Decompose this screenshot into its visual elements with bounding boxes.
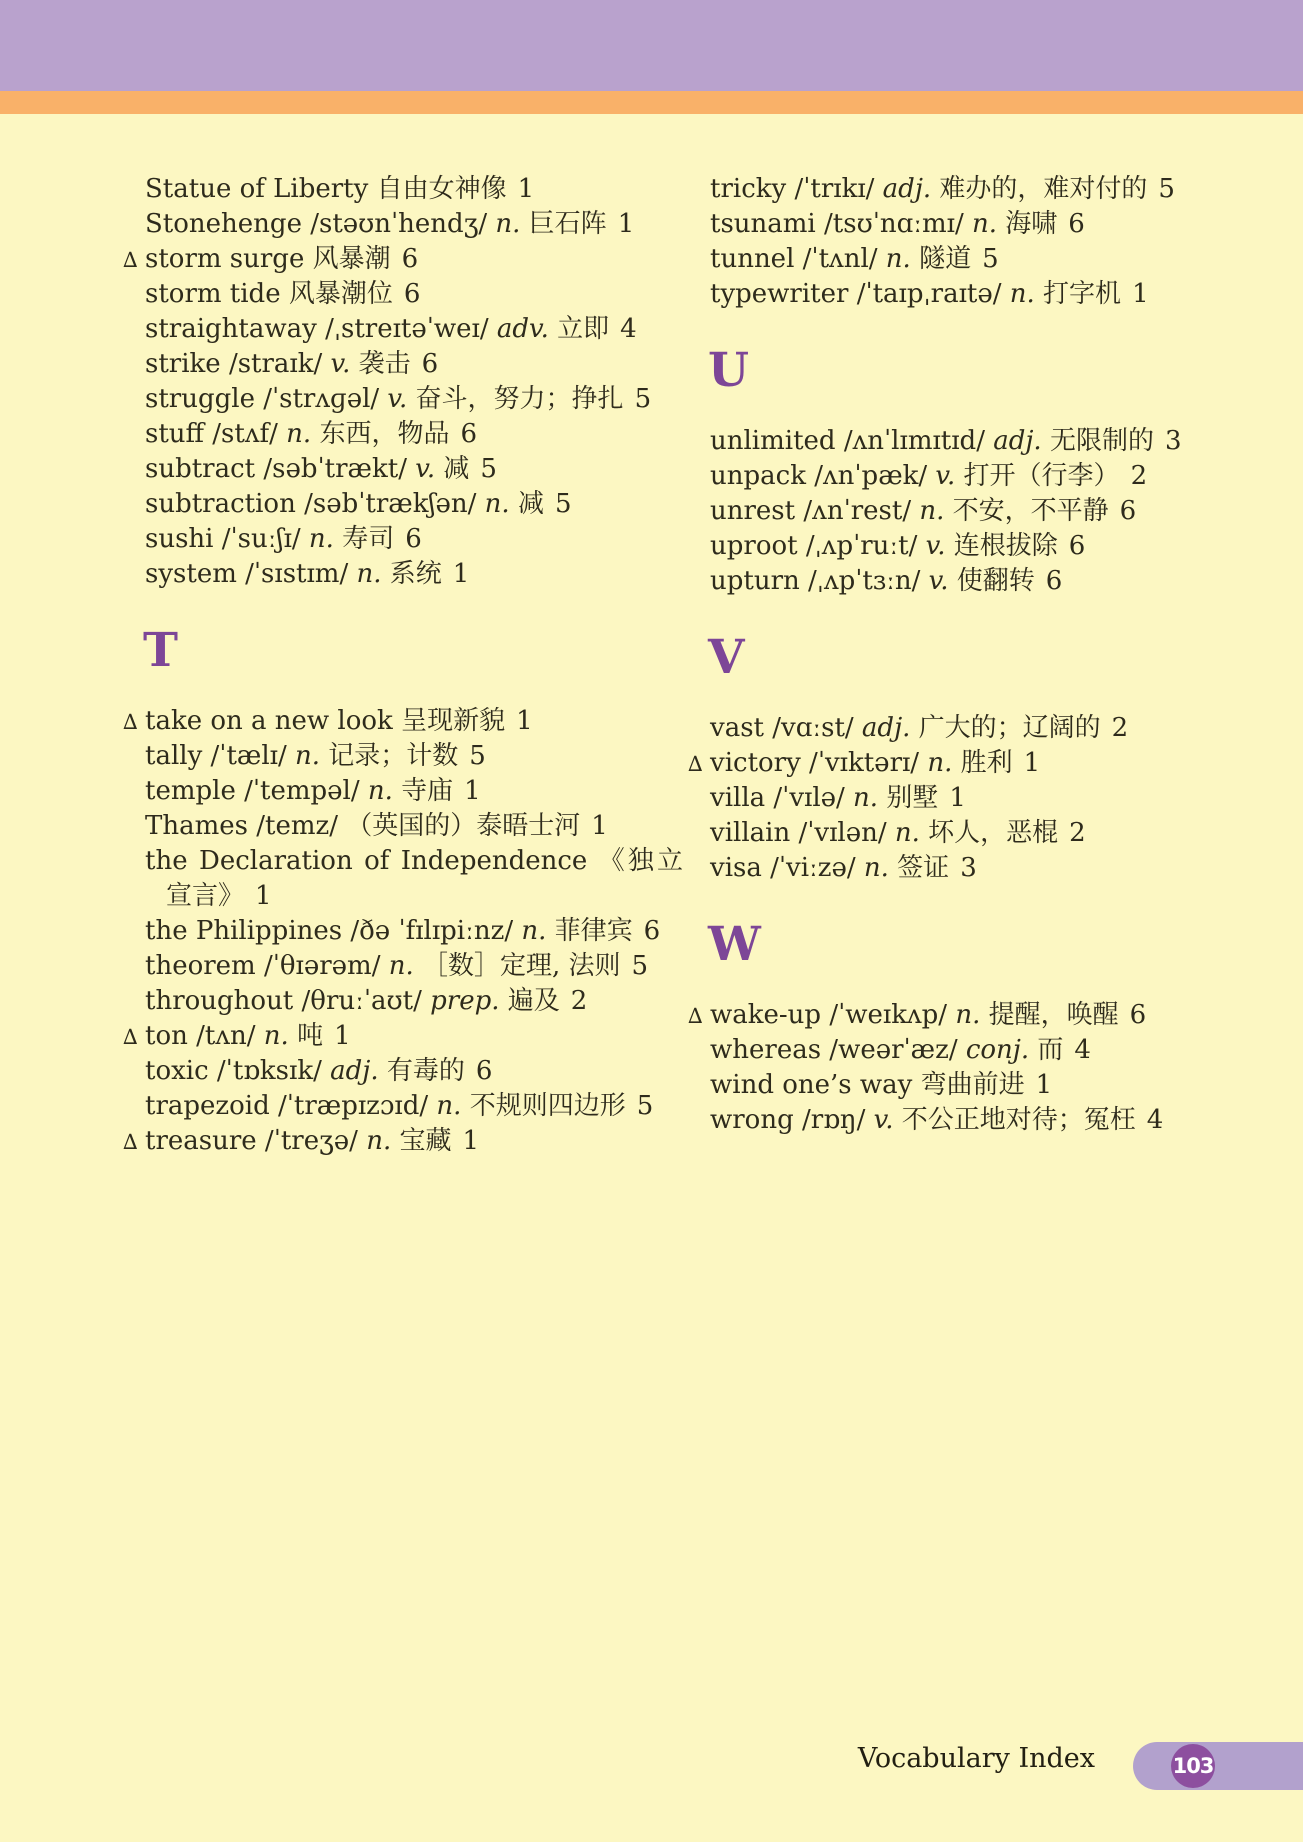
entry-phonetic: /ˈtrɪkɪ/ — [786, 174, 875, 204]
entry-meaning: 海啸 — [997, 209, 1058, 239]
vocab-entry — [688, 242, 1260, 277]
vocab-entry — [123, 487, 683, 522]
vocab-column-left — [123, 172, 683, 1159]
entry-pos: adj. — [853, 713, 911, 743]
entry-meaning: 胜利 — [952, 748, 1013, 778]
entry-word: system — [145, 559, 237, 589]
entry-word: storm surge — [145, 244, 305, 274]
entry-word: theorem — [145, 951, 256, 981]
entry-meaning: 立即 — [548, 314, 610, 344]
entry-pos: v. — [920, 566, 949, 596]
entry-unit-number: 2 — [570, 986, 588, 1016]
delta-marker: ∆ — [123, 1025, 138, 1049]
entry-word: wind one’s way — [710, 1070, 913, 1100]
delta-marker: ∆ — [123, 1130, 138, 1154]
entry-unit-number: 1 — [1023, 748, 1041, 778]
entry-word: Statue of Liberty — [145, 174, 369, 204]
delta-marker: ∆ — [688, 1004, 703, 1028]
entry-meaning: 不安，不平静 — [944, 496, 1109, 526]
entry-meaning: 弯曲前进 — [912, 1070, 1025, 1100]
entry-phonetic: /ˈtælɪ/ — [202, 741, 287, 771]
page-number-badge: 103 — [1171, 1744, 1215, 1788]
entry-meaning: 寿司 — [333, 524, 395, 554]
entry-pos: adj. — [874, 174, 932, 204]
entry-meaning: ［数］定理, 法则 — [413, 951, 621, 981]
vocab-entry — [123, 984, 683, 1019]
entry-unit-number: 1 — [517, 174, 535, 204]
entry-word: tally — [145, 741, 203, 771]
entry-word: storm tide — [145, 279, 281, 309]
delta-marker: ∆ — [688, 752, 703, 776]
entry-meaning: 而 — [1029, 1035, 1064, 1065]
section-letter-V: V — [708, 630, 746, 685]
entry-unit-number: 2 — [1111, 713, 1129, 743]
vocab-entry — [123, 1089, 683, 1124]
entry-pos: v. — [865, 1105, 894, 1135]
entry-word: struggle — [145, 384, 255, 414]
entry-meaning: 菲律宾 — [546, 916, 633, 946]
entry-phonetic: /ʌnˈpæk/ — [805, 461, 928, 491]
vocab-entry — [688, 1068, 1260, 1103]
entry-phonetic: /straɪk/ — [220, 349, 323, 379]
entry-unit-number: 6 — [405, 524, 422, 554]
section-letter-U: U — [708, 343, 750, 398]
entry-word: the Philippines — [145, 916, 343, 946]
entry-pos: n. — [513, 916, 547, 946]
entry-word: tunnel — [710, 244, 795, 274]
entry-meaning: 《独立宣言》 — [166, 846, 683, 911]
vocab-entry — [688, 816, 1260, 851]
entry-unit-number: 1 — [452, 559, 470, 589]
entry-unit-number: 5 — [631, 951, 649, 981]
entry-unit-number: 1 — [617, 209, 635, 239]
vocab-entry — [123, 452, 683, 487]
entry-phonetic: /ˈweɪkʌp/ — [821, 1000, 948, 1030]
entry-unit-number: 2 — [1069, 818, 1086, 848]
entry-unit-number: 1 — [516, 706, 533, 736]
entry-unit-number: 6 — [460, 419, 477, 449]
entry-phonetic: /ˈsɪstɪm/ — [236, 559, 349, 589]
entry-meaning: 签证 — [888, 853, 950, 883]
entry-meaning: 不规则四边形 — [461, 1091, 626, 1121]
entry-pos: n. — [255, 1021, 289, 1051]
entry-meaning: 呈现新貌 — [392, 706, 506, 736]
entry-unit-number: 5 — [634, 384, 652, 414]
entry-phonetic: /ˈstrʌɡəl/ — [254, 384, 380, 414]
entry-pos: v. — [379, 384, 408, 414]
entry-phonetic: /ˈvɪktərɪ/ — [800, 748, 920, 778]
entry-word: subtraction — [145, 489, 296, 519]
entry-phonetic: /səbˈtrækt/ — [255, 454, 407, 484]
entry-meaning: 打开（行李） — [955, 461, 1120, 491]
vocab-entry — [688, 746, 1260, 781]
entry-word: treasure — [145, 1126, 257, 1156]
entry-phonetic: /vɑːst/ — [763, 713, 854, 743]
entry-unit-number: 1 — [464, 776, 481, 806]
entry-pos: n. — [277, 419, 312, 449]
entry-meaning: 广大的；辽阔的 — [910, 713, 1101, 743]
entry-meaning: 打字机 — [1034, 279, 1122, 309]
entry-unit-number: 4 — [1074, 1035, 1091, 1065]
entry-unit-number: 6 — [401, 244, 419, 274]
entry-phonetic: /rɒŋ/ — [793, 1105, 866, 1135]
entry-phonetic: /ˈvɪlə/ — [765, 783, 845, 813]
vocab-entry — [688, 1103, 1260, 1138]
section-letter-W: W — [708, 917, 762, 972]
entry-word: strike — [145, 349, 221, 379]
entry-phonetic: /ʌnˈlɪmɪtɪd/ — [835, 426, 985, 456]
entry-unit-number: 5 — [469, 741, 486, 771]
entry-meaning: 宝藏 — [391, 1126, 452, 1156]
entry-phonetic: /səbˈtrækʃən/ — [295, 489, 477, 519]
entry-word: subtract — [145, 454, 256, 484]
header-orange-band — [0, 91, 1303, 114]
entry-phonetic: /ˈsuːʃɪ/ — [213, 524, 301, 554]
entry-pos: n. — [487, 209, 521, 239]
entry-unit-number: 5 — [636, 1091, 654, 1121]
vocab-entry — [123, 844, 683, 914]
entry-pos: n. — [886, 818, 920, 848]
entry-pos: n. — [476, 489, 510, 519]
entry-word: tsunami — [710, 209, 816, 239]
entry-pos: n. — [855, 853, 889, 883]
entry-pos: v. — [406, 454, 436, 484]
entry-phonetic: /θruːˈaʊt/ — [293, 986, 422, 1016]
entry-meaning: 寺庙 — [392, 776, 454, 806]
entry-phonetic: /ˈtɒksɪk/ — [208, 1056, 322, 1086]
vocab-entry — [123, 809, 683, 844]
entry-word: temple — [145, 776, 236, 806]
entry-unit-number: 6 — [403, 279, 421, 309]
vocab-entry — [123, 277, 683, 312]
entry-meaning: 遍及 — [499, 986, 560, 1016]
entry-phonetic: /ˈvɪlən/ — [790, 818, 887, 848]
entry-pos: adv. — [488, 314, 549, 344]
vocab-entry — [688, 998, 1260, 1033]
entry-word: ton — [145, 1021, 188, 1051]
entry-meaning: 使翻转 — [948, 566, 1035, 596]
entry-pos: adj. — [984, 426, 1042, 456]
entry-pos: n. — [380, 951, 414, 981]
entry-unit-number: 5 — [554, 489, 572, 519]
vocab-entry — [688, 781, 1260, 816]
entry-phonetic: /ˈtʌnl/ — [794, 244, 878, 274]
vocab-entry — [123, 522, 683, 557]
entry-meaning: 风暴潮位 — [280, 279, 393, 309]
entry-pos: n. — [428, 1091, 462, 1121]
entry-pos: n. — [286, 741, 321, 771]
entry-word: unlimited — [710, 426, 836, 456]
entry-meaning: 奋斗，努力；挣扎 — [407, 384, 624, 414]
entry-pos: n. — [359, 776, 393, 806]
vocab-entry — [123, 1054, 683, 1089]
entry-word: sushi — [145, 524, 214, 554]
entry-meaning: 坏人，恶棍 — [919, 818, 1059, 848]
entry-meaning: 别墅 — [878, 783, 939, 813]
entry-unit-number: 6 — [421, 349, 439, 379]
delta-marker: ∆ — [123, 710, 138, 734]
entry-word: upturn — [710, 566, 800, 596]
entry-meaning: 难办的，难对付的 — [931, 174, 1148, 204]
entry-word: straightaway — [145, 314, 317, 344]
vocab-entry — [688, 494, 1260, 529]
entry-pos: n. — [357, 1126, 392, 1156]
entry-word: villa — [710, 783, 766, 813]
entry-pos: n. — [844, 783, 879, 813]
entry-word: visa — [710, 853, 762, 883]
entry-word: vast — [710, 713, 764, 743]
entry-meaning: 无限制的 — [1041, 426, 1154, 456]
header-purple-band — [0, 0, 1303, 91]
entry-unit-number: 5 — [982, 244, 999, 274]
entry-word: trapezoid — [145, 1091, 270, 1121]
vocab-column-right — [688, 172, 1260, 1138]
entry-phonetic: /ˈviːzə/ — [761, 853, 856, 883]
entry-pos: n. — [1001, 279, 1035, 309]
entry-unit-number: 6 — [1068, 209, 1085, 239]
entry-unit-number: 1 — [591, 811, 608, 841]
vocab-entry — [688, 564, 1260, 599]
entry-phonetic: /ˈθɪərəm/ — [255, 951, 381, 981]
vocab-entry — [688, 529, 1260, 564]
vocab-entry — [123, 914, 683, 949]
vocab-entry — [123, 1019, 683, 1054]
entry-phonetic: /ˌʌpˈruːt/ — [797, 531, 918, 561]
entry-word: villain — [710, 818, 791, 848]
vocab-entry — [123, 417, 683, 452]
entry-phonetic: /ˈtræpɪzɔɪd/ — [269, 1091, 429, 1121]
vocab-entry — [123, 382, 683, 417]
entry-unit-number: 1 — [1132, 279, 1149, 309]
entry-pos: n. — [877, 244, 911, 274]
entry-meaning: 连根拔除 — [945, 531, 1058, 561]
entry-meaning: 东西，物品 — [311, 419, 450, 449]
entry-unit-number: 1 — [949, 783, 966, 813]
entry-word: take on a new look — [145, 706, 393, 736]
footer-title: Vocabulary Index — [857, 1743, 1095, 1774]
entry-unit-number: 5 — [480, 454, 497, 484]
entry-unit-number: 6 — [643, 916, 661, 946]
entry-pos: n. — [911, 496, 945, 526]
entry-meaning: 记录；计数 — [320, 741, 459, 771]
entry-pos: conj. — [957, 1035, 1030, 1065]
entry-unit-number: 5 — [1158, 174, 1175, 204]
entry-word: the Declaration of Independence — [145, 846, 588, 876]
vocab-entry — [123, 557, 683, 592]
vocab-entry — [688, 277, 1260, 312]
entry-word: tricky — [710, 174, 787, 204]
entry-pos: n. — [963, 209, 998, 239]
entry-unit-number: 6 — [475, 1056, 493, 1086]
entry-meaning: 巨石阵 — [520, 209, 607, 239]
entry-meaning: 风暴潮 — [304, 244, 391, 274]
entry-word: uproot — [710, 531, 798, 561]
entry-meaning: 不公正地对待；冤枉 — [893, 1105, 1136, 1135]
entry-phonetic: /ˈtreʒə/ — [256, 1126, 358, 1156]
entry-phonetic: /ðə ˈfɪlɪpiːnz/ — [342, 916, 514, 946]
entry-unit-number: 6 — [1129, 1000, 1147, 1030]
entry-meaning: 减 — [509, 489, 544, 519]
entry-word: typewriter — [710, 279, 849, 309]
entry-phonetic: /stʌf/ — [204, 419, 278, 449]
entry-meaning: 有毒的 — [378, 1056, 465, 1086]
entry-meaning: 吨 — [288, 1021, 324, 1051]
entry-meaning: 隧道 — [910, 244, 972, 274]
entry-meaning: 减 — [435, 454, 470, 484]
entry-word: Stonehenge — [145, 209, 302, 239]
entry-phonetic: /temz/ — [247, 811, 338, 841]
entry-unit-number: 1 — [334, 1021, 351, 1051]
entry-phonetic: /stəʊnˈhendʒ/ — [301, 209, 488, 239]
entry-phonetic: /ˌʌpˈtɜːn/ — [799, 566, 921, 596]
entry-pos: prep. — [421, 986, 500, 1016]
entry-word: unrest — [710, 496, 796, 526]
vocab-entry — [688, 711, 1260, 746]
vocab-entry — [688, 207, 1260, 242]
entry-word: unpack — [710, 461, 806, 491]
entry-unit-number: 3 — [1164, 426, 1182, 456]
entry-meaning: 系统 — [381, 559, 442, 589]
vocab-entry — [123, 739, 683, 774]
entry-meaning: 袭击 — [350, 349, 411, 379]
entry-phonetic: /ˌstreɪtəˈweɪ/ — [316, 314, 489, 344]
entry-pos: adj. — [321, 1056, 379, 1086]
entry-unit-number: 6 — [1119, 496, 1137, 526]
section-letter-T: T — [143, 623, 179, 678]
entry-phonetic: /ʌnˈrest/ — [795, 496, 912, 526]
entry-unit-number: 4 — [620, 314, 637, 344]
entry-word: wrong — [710, 1105, 794, 1135]
entry-word: stuff — [145, 419, 205, 449]
vocab-entry — [123, 242, 683, 277]
entry-unit-number: 4 — [1146, 1105, 1164, 1135]
entry-phonetic: /weərˈæz/ — [821, 1035, 958, 1065]
entry-unit-number: 6 — [1068, 531, 1086, 561]
entry-word: Thames — [145, 811, 248, 841]
delta-marker: ∆ — [123, 248, 138, 272]
entry-pos: n. — [348, 559, 382, 589]
entry-phonetic: /ˈtempəl/ — [235, 776, 360, 806]
vocab-entry — [123, 774, 683, 809]
entry-word: victory — [710, 748, 801, 778]
vocab-entry — [688, 851, 1260, 886]
entry-pos: n. — [300, 524, 334, 554]
vocab-entry — [123, 704, 683, 739]
entry-word: throughout — [145, 986, 294, 1016]
entry-phonetic: /ˈtaɪpˌraɪtə/ — [848, 279, 1002, 309]
vocab-entry — [688, 1033, 1260, 1068]
entry-word: whereas — [710, 1035, 822, 1065]
entry-pos: v. — [927, 461, 956, 491]
entry-meaning: 提醒，唤醒 — [980, 1000, 1119, 1030]
entry-meaning: 自由女神像 — [368, 174, 507, 204]
vocab-entry — [123, 312, 683, 347]
entry-word: wake-up — [710, 1000, 822, 1030]
entry-unit-number: 1 — [1035, 1070, 1053, 1100]
page-number-tab — [1133, 1742, 1303, 1790]
entry-pos: v. — [322, 349, 351, 379]
vocab-entry — [688, 172, 1260, 207]
vocab-entry — [123, 207, 683, 242]
entry-unit-number: 1 — [462, 1126, 480, 1156]
entry-pos: n. — [919, 748, 953, 778]
vocab-entry — [123, 172, 683, 207]
entry-phonetic: /tʌn/ — [187, 1021, 256, 1051]
vocab-entry — [688, 459, 1260, 494]
entry-unit-number: 1 — [255, 881, 272, 911]
entry-phonetic: /tsʊˈnɑːmɪ/ — [815, 209, 964, 239]
entry-unit-number: 2 — [1130, 461, 1148, 491]
entry-unit-number: 3 — [960, 853, 977, 883]
entry-word: toxic — [145, 1056, 209, 1086]
entry-meaning: （英国的）泰晤士河 — [337, 811, 581, 841]
vocab-entry — [123, 347, 683, 382]
vocab-entry — [123, 949, 683, 984]
entry-pos: v. — [917, 531, 946, 561]
entry-pos: n. — [947, 1000, 981, 1030]
vocab-entry — [688, 424, 1260, 459]
vocab-entry — [123, 1124, 683, 1159]
entry-unit-number: 6 — [1045, 566, 1063, 596]
